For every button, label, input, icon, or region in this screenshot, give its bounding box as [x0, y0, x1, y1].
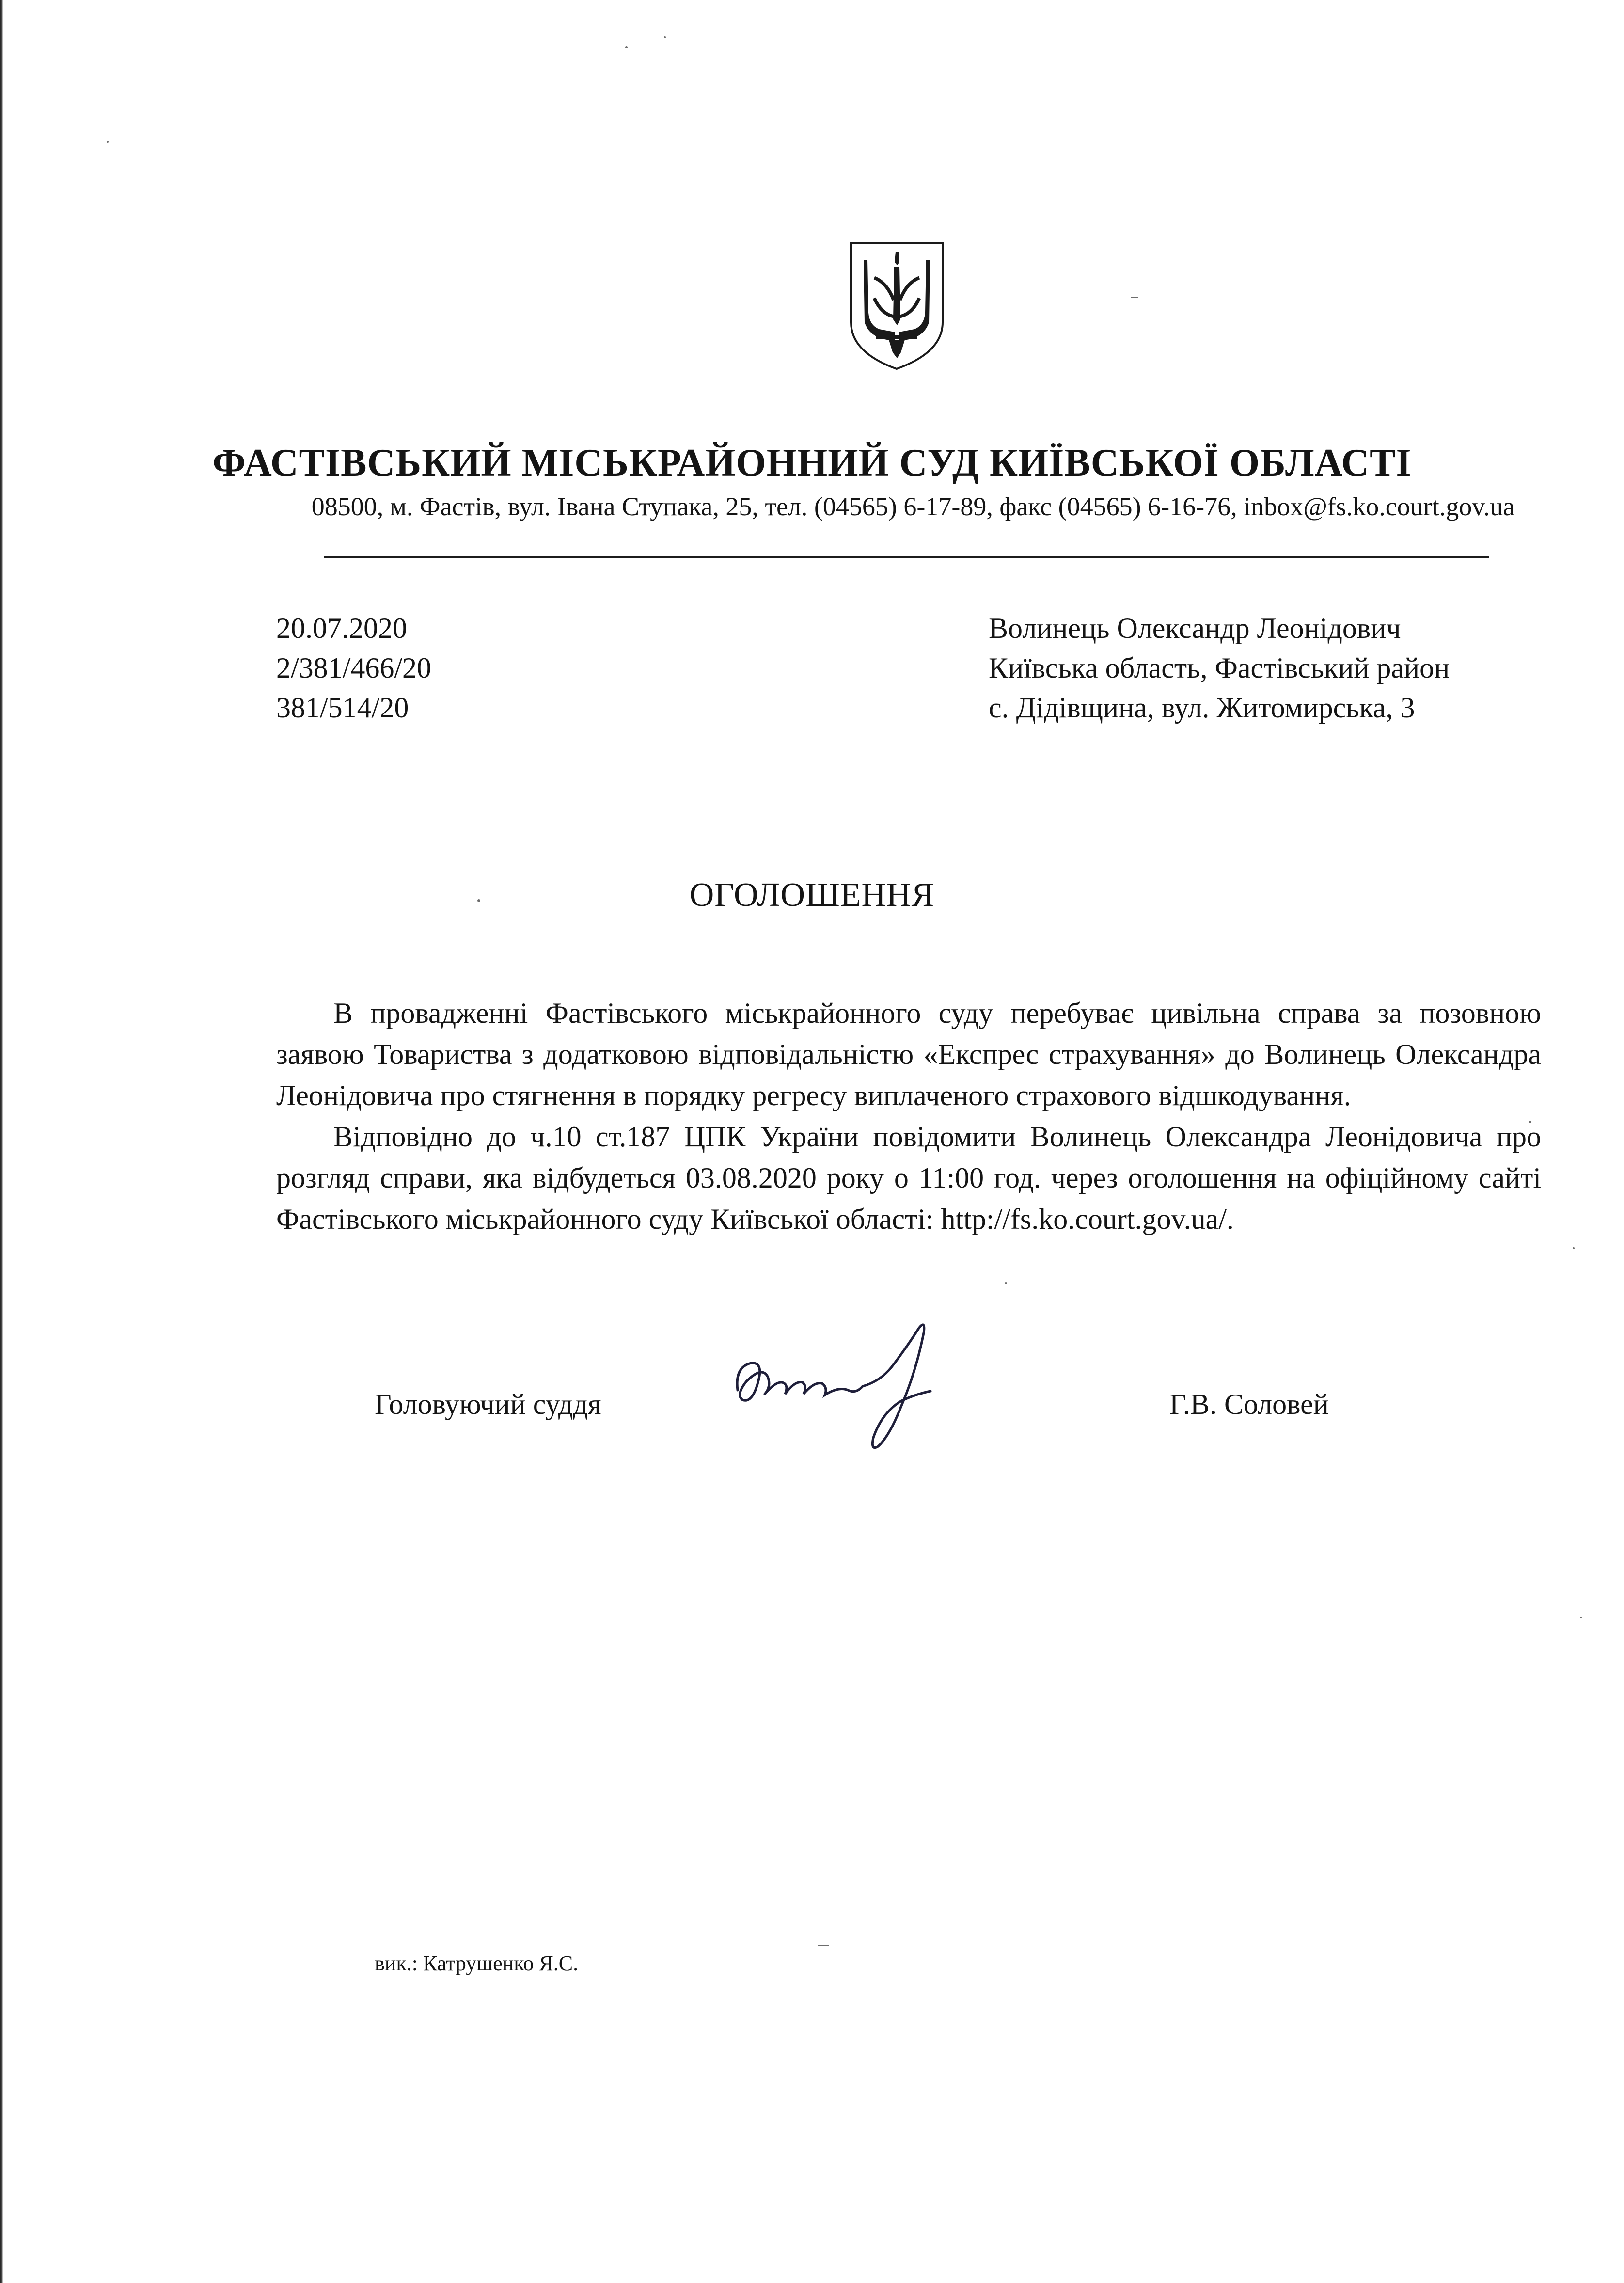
addressee-block [989, 608, 1450, 728]
document-title: ОГОЛОШЕННЯ [689, 876, 935, 914]
addressee-street: с. Дідівщина, вул. Житомирська, 3 [989, 692, 1415, 724]
scan-speck [1005, 1282, 1007, 1284]
case-number: 2/381/466/20 [276, 652, 432, 684]
document-meta [276, 608, 431, 728]
scan-speck [625, 46, 628, 48]
scan-speck [1573, 1247, 1575, 1249]
addressee-region: Київська область, Фастівський район [989, 652, 1450, 684]
signatory-position: Головуючий суддя [375, 1388, 601, 1420]
proceeding-number: 381/514/20 [276, 692, 409, 724]
court-address: 08500, м. Фастів, вул. Івана Ступака, 25, тел. (04565) 6-17-89, факс (04565) 6-16-76, inbox@fs.ko.court.gov.ua [311, 492, 1515, 521]
ukraine-trident-emblem-icon [847, 240, 946, 372]
addressee-name: Волинець Олександр Леонідович [989, 612, 1401, 644]
scan-speck [1131, 297, 1138, 298]
document-date: 20.07.2020 [276, 612, 407, 644]
scan-edge [0, 0, 3, 2283]
handwritten-signature [717, 1309, 950, 1454]
scan-speck [664, 36, 666, 38]
court-name: ФАСТІВСЬКИЙ МІСЬКРАЙОННИЙ СУД КИЇВСЬКОЇ ОБЛАСТІ [212, 442, 1412, 484]
body-paragraph: Відповідно до ч.10 ст.187 ЦПК України повідомити Волинець Олександра Леонідовича про розгляд справи, яка відбудеться 03.08.2020 року о 11:00 год. через оголошення на офіційному сайті Фастівського міськрайонного суду Київської області: http://fs.ko.court.gov.ua/. [276, 1121, 1541, 1235]
executor-note: вик.: Катрушенко Я.С. [375, 1951, 579, 1975]
scan-speck [1580, 1617, 1582, 1618]
scan-speck [818, 1945, 829, 1946]
judge-name: Г.В. Соловей [1169, 1388, 1329, 1420]
scan-speck [107, 141, 109, 143]
body-paragraph: В провадженні Фастівського міськрайонного суду перебуває цивільна справа за позовною заявою Товариства з додатковою відповідальністю «Експрес страхування» до Волинець Олександра Леонідовича про стягнення в порядку регресу виплаченого страхового відшкодування. [276, 997, 1541, 1111]
announcement-body [276, 993, 1541, 1240]
header-divider [324, 556, 1489, 558]
